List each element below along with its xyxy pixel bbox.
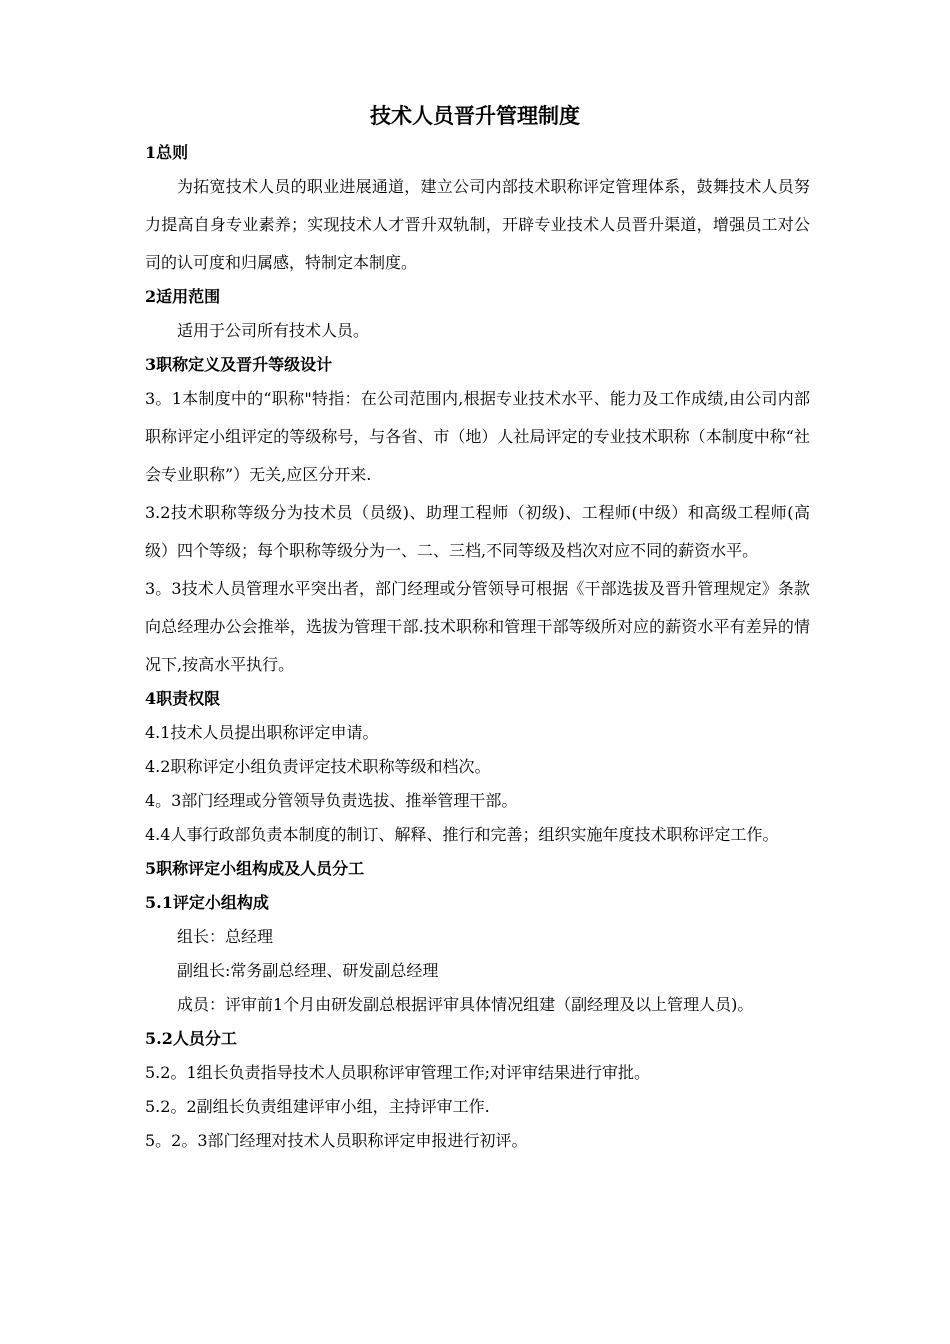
group-members: 成员：评审前1个月由研发副总根据评审具体情况组建（副经理及以上管理人员)。 — [177, 995, 754, 1014]
section-2-heading: 2适用范围 — [145, 287, 221, 306]
section-5-2-item: 5。2。3部门经理对技术人员职称评定申报进行初评。 — [145, 1131, 528, 1150]
section-4-item: 4.1技术人员提出职称评定申请。 — [145, 723, 379, 742]
section-4-item: 4.2职称评定小组负责评定技术职称等级和档次。 — [145, 757, 491, 776]
section-5-heading: 5职称评定小组构成及人员分工 — [145, 859, 365, 878]
group-deputy-leader: 副组长:常务副总经理、研发副总经理 — [177, 961, 439, 980]
section-1-heading: 1总则 — [145, 143, 189, 162]
section-4-item: 4。3部门经理或分管领导负责选拔、推举管理干部。 — [145, 791, 518, 810]
section-5-1-heading: 5.1评定小组构成 — [145, 893, 269, 912]
document-title: 技术人员晋升管理制度 — [370, 103, 580, 128]
section-1-paragraph: 为拓宽技术人员的职业进展通道，建立公司内部技术职称评定管理体系，鼓舞技术人员努力提高自身专业素养；实现技术人才晋升双轨制，开辟专业技术人员晋升渠道，增强员工对公司的认可度和归属感，特制定本制度。 — [145, 177, 810, 272]
section-5-2-heading: 5.2人员分工 — [145, 1029, 237, 1048]
group-leader: 组长：总经理 — [177, 927, 274, 946]
section-5-2-item: 5.2。2副组长负责组建评审小组，主持评审工作. — [145, 1097, 490, 1116]
document-body — [145, 140, 810, 1162]
section-3-paragraph-2: 3.2技术职称等级分为技术员（员级)、助理工程师（初级)、工程师(中级）和高级工程师(高级）四个等级；每个职称等级分为一、二、三档,不同等级及档次对应不同的薪资水平。 — [145, 503, 810, 560]
section-3-paragraph-3: 3。3技术人员管理水平突出者，部门经理或分管领导可根据《干部选拔及晋升管理规定》条款向总经理办公会推举，选拔为管理干部.技术职称和管理干部等级所对应的薪资水平有差异的情况下,按高水平执行。 — [145, 579, 810, 674]
section-4-item: 4.4人事行政部负责本制度的制订、解释、推行和完善；组织实施年度技术职称评定工作。 — [145, 825, 779, 844]
section-4-heading: 4职责权限 — [145, 689, 221, 708]
section-5-2-item: 5.2。1组长负责指导技术人员职称评审管理工作;对评审结果进行审批。 — [145, 1063, 651, 1082]
section-3-heading: 3职称定义及晋升等级设计 — [145, 355, 333, 374]
section-3-paragraph-1: 3。1本制度中的“职称"特指：在公司范围内,根据专业技术水平、能力及工作成绩,由公司内部职称评定小组评定的等级称号，与各省、市（地）人社局评定的专业技术职称（本制度中称“社会专业职称”）无关,应区分开来. — [145, 389, 810, 484]
section-2-paragraph: 适用于公司所有技术人员。 — [177, 321, 370, 340]
